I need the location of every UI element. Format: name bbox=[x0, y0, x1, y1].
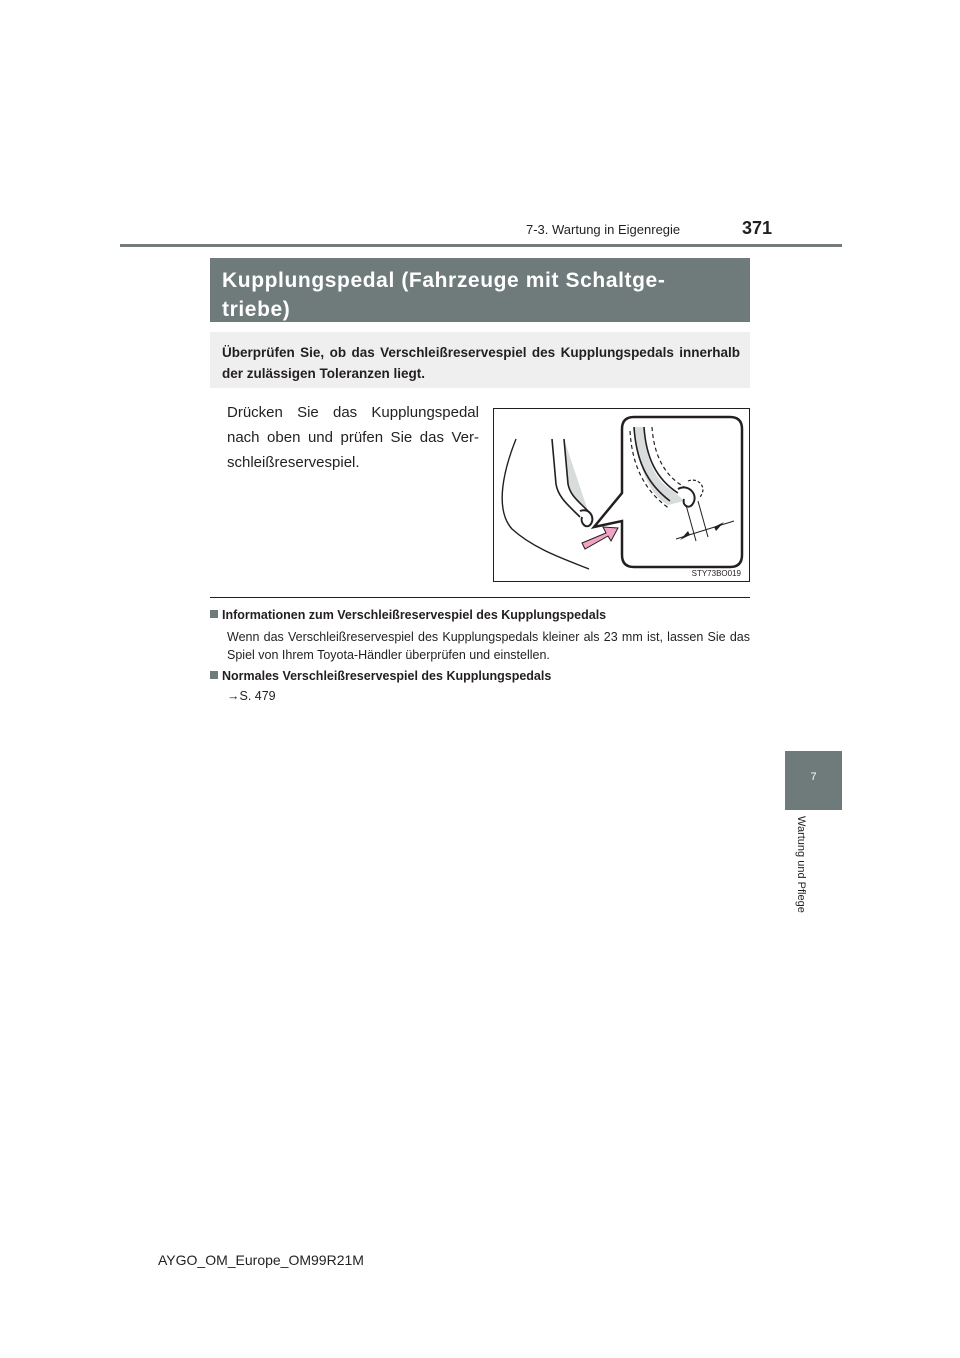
push-direction-arrow bbox=[582, 527, 618, 549]
note-heading-info-text: Informationen zum Verschleißreservespiel des Kupplungspedals bbox=[222, 608, 607, 622]
running-header-section: 7-3. Wartung in Eigenregie bbox=[526, 222, 681, 237]
header-rule bbox=[120, 244, 842, 247]
note-heading-normal-text: Normales Verschleißreservespiel des Kupplungspedals bbox=[222, 669, 552, 683]
bullet-square-icon bbox=[210, 671, 218, 679]
page-reference[interactable] bbox=[227, 689, 276, 703]
note-body-info: Wenn das Verschleißreservespiel des Kupplungspedals kleiner als 23 mm ist, lassen Sie das Spiel von Ihrem Toyota-Händler überprüfen und einstellen. bbox=[227, 630, 750, 662]
section-title-line-2: triebe) bbox=[222, 298, 291, 321]
chapter-tab bbox=[785, 751, 842, 810]
section-divider bbox=[210, 597, 750, 598]
arrow-right-icon: → bbox=[227, 689, 240, 703]
instruction-text: Drücken Sie das Kupplungspedal nach oben und prüfen Sie das Ver-schleißreservespiel. bbox=[227, 404, 479, 471]
summary-text: Überprüfen Sie, ob das Verschleißreservespiel des Kupplungspedals innerhalb der zulässigen Toleranzen liegt. bbox=[222, 345, 740, 381]
chapter-number: 7 bbox=[810, 771, 817, 783]
clutch-pedal-illustration bbox=[493, 408, 750, 582]
pedal-arm-inner bbox=[564, 439, 588, 511]
note-heading-info bbox=[210, 608, 606, 622]
clutch-pedal-drawing bbox=[494, 409, 749, 581]
figure-code: STY73BO019 bbox=[691, 569, 741, 578]
page-reference-text: S. 479 bbox=[239, 689, 276, 703]
summary-box bbox=[210, 332, 750, 388]
note-heading-normal bbox=[210, 669, 551, 683]
section-title-line-1: Kupplungspedal (Fahrzeuge mit Schaltge- bbox=[222, 269, 666, 292]
floor-outline bbox=[502, 439, 589, 569]
pedal-pad bbox=[580, 510, 592, 526]
chapter-label: Wartung und Pflege bbox=[795, 816, 807, 913]
bullet-square-icon bbox=[210, 610, 218, 618]
page-number: 371 bbox=[742, 218, 773, 238]
section-title-banner bbox=[210, 258, 750, 322]
footer-doc-code: AYGO_OM_Europe_OM99R21M bbox=[158, 1252, 364, 1268]
